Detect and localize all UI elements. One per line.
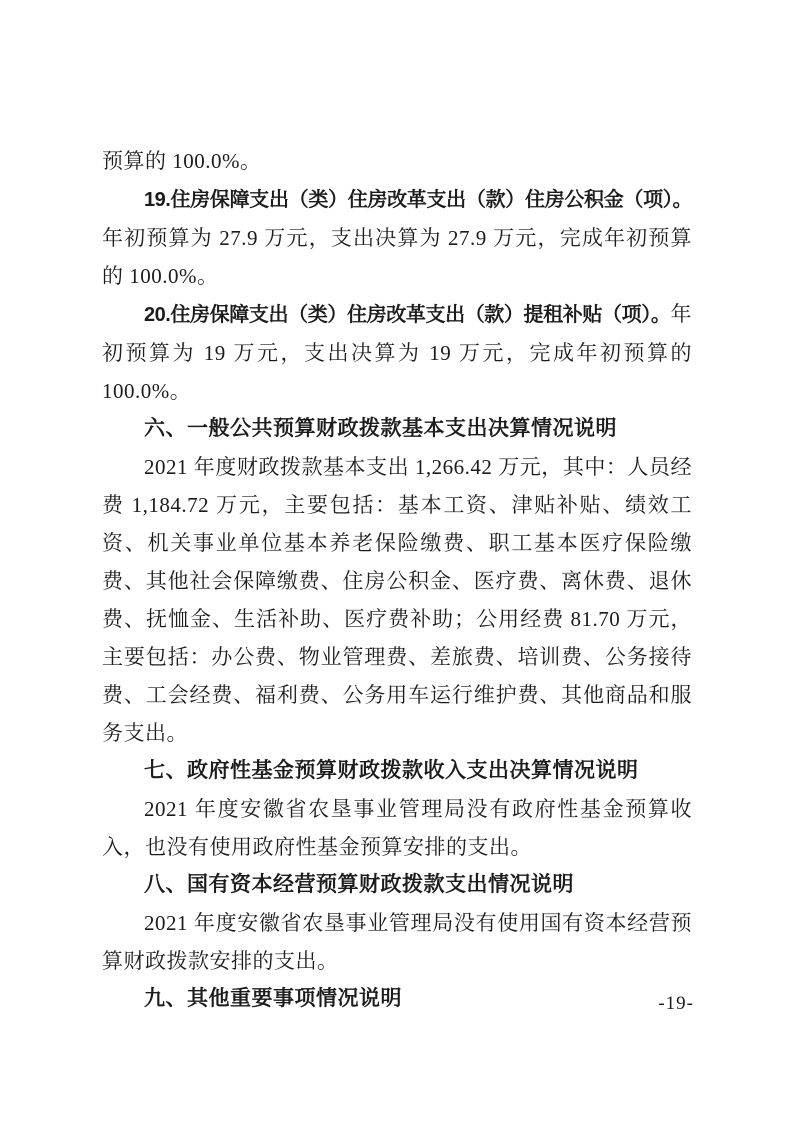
item-19-body: 年初预算为 27.9 万元，支出决算为 27.9 万元，完成年初预算的 100.0%。 [102, 226, 692, 288]
section-heading-6: 六、一般公共预算财政拨款基本支出决算情况说明 [144, 417, 617, 440]
section-7-paragraph: 2021 年度安徽省农垦事业管理局没有政府性基金预算收入，也没有使用政府性基金预算安排的支出。 [102, 797, 692, 859]
document-body [102, 142, 692, 1018]
page-number: -19- [658, 993, 694, 1014]
section-8-paragraph: 2021 年度安徽省农垦事业管理局没有使用国有资本经营预算财政拨款安排的支出。 [102, 911, 692, 973]
paragraph-item-20 [102, 295, 692, 410]
paragraph-item-19 [102, 180, 692, 295]
paragraph-continuation: 预算的 100.0%。 [102, 149, 262, 173]
section-6-paragraph: 2021 年度财政拨款基本支出 1,266.42 万元，其中：人员经费 1,184.72 万元，主要包括：基本工资、津贴补贴、绩效工资、机关事业单位基本养老保险缴费、职工基本医疗保险缴费、其他社会保障缴费、住房公积金、医疗费、离休费、退休费、抚恤金、生活补助、医疗费补助；公用经费 81.70 万元，主要包括：办公费、物业管理费、差旅费、培训费、公务接待费、工会经费、福利费、公务用车运行维护费、其他商品和服务支出。 [102, 455, 692, 745]
item-20-heading: 20.住房保障支出（类）住房改革支出（款）提租补贴（项）。 [144, 304, 671, 326]
section-heading-7: 七、政府性基金预算财政拨款收入支出决算情况说明 [144, 759, 639, 782]
item-19-heading: 19.住房保障支出（类）住房改革支出（款）住房公积金（项）。 [144, 189, 692, 211]
section-heading-8: 八、国有资本经营预算财政拨款支出情况说明 [144, 873, 574, 896]
item-20-body: 年初预算为 19 万元，支出决算为 19 万元，完成年初预算的 100.0%。 [102, 302, 692, 403]
section-heading-9: 九、其他重要事项情况说明 [144, 987, 402, 1010]
